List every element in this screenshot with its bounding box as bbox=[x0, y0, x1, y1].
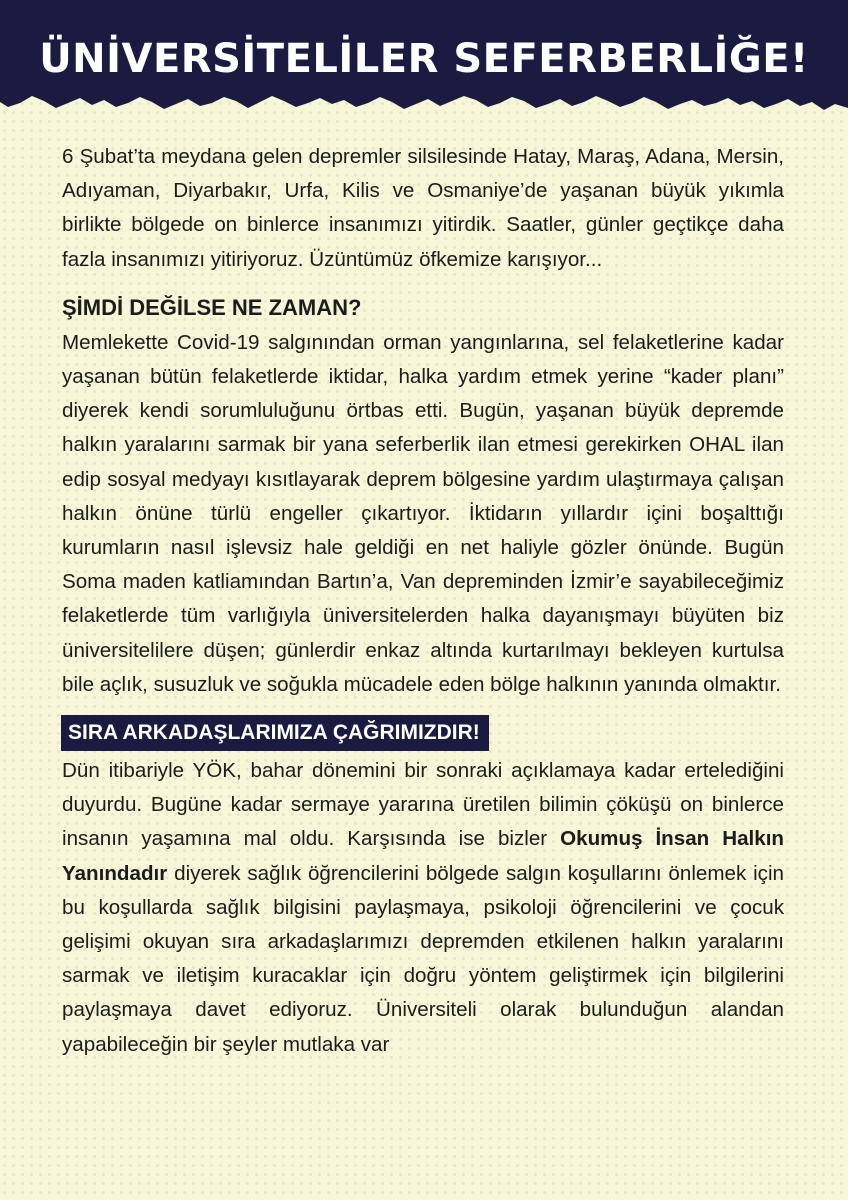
article-body bbox=[62, 140, 784, 1062]
page-title: ÜNİVERSİTELİLER SEFERBERLİĞE! bbox=[39, 36, 809, 82]
section-heading-call: SIRA ARKADAŞLARIMIZA ÇAĞRIMIZDIR! bbox=[62, 716, 488, 750]
section2-bold-slogan: Okumuş İnsan Halkın Yanındadır bbox=[62, 827, 784, 885]
section-heading-now: ŞİMDİ DEĞİLSE NE ZAMAN? bbox=[62, 294, 362, 320]
header-banner bbox=[0, 0, 848, 118]
section2-text-before: Dün itibariyle YÖK, bahar dönemini bir sonraki açıklamaya kadar ertelediğini duyurdu. Bugüne kadar sermaye yararına üretilen bilimin çöküşü on binlerce insanın yaşamına mal oldu. Karşısında ise bizler bbox=[62, 759, 784, 851]
intro-paragraph: 6 Şubat’ta meydana gelen depremler silsilesinde Hatay, Maraş, Adana, Mersin, Adıyaman, Diyarbakır, Urfa, Kilis ve Osmaniye’de yaşanan büyük yıkımla birlikte bölgede on binlerce insanımızı yitirdik. Saatler, günler geçtikçe daha fazla insanımızı yitiriyoruz. Üzüntümüz öfkemize karışıyor... bbox=[62, 145, 784, 271]
section2-text-after: diyerek sağlık öğrencilerini bölgede salgın koşullarını önlemek için bu koşullarda sağlık bilgisini paylaşmaya, psikoloji öğrencilerini ve çocuk gelişimi okuyan sıra arkadaşlarımızı depremden etkilenen halkın yaralarını sarmak ve iletişim kuracaklar için doğru yöntem geliştirmek için bilgilerini paylaşmaya davet ediyoruz. Üniversiteli olarak bulunduğun alandan yapabileceğin bir şeyler mutlaka var bbox=[62, 861, 784, 1056]
section1-paragraph: Memlekette Covid-19 salgınından orman yangınlarına, sel felaketlerine kadar yaşanan bütün felaketlerde iktidar, halka yardım etmek yerine “kader planı” diyerek kendi sorumluluğunu örtbas etti. Bugün, yaşanan büyük depremde halkın yaralarını sarmak bir yana seferberlik ilan etmesi gerekirken OHAL ilan edip sosyal medyayı kısıtlayarak deprem bölgesine yardım ulaştırmaya çalışan halkın önüne türlü engeller çıkartıyor. İktidarın yıllardır içini boşalttığı kurumların nasıl işlevsiz hale geldiği en net haliyle gözler önünde. Bugün Soma maden katliamından Bartın’a, Van depreminden İzmir’e sayabileceğimiz felaketlerde tüm varlığıyla üniversitelerden halka dayanışmayı büyüten biz üniversitelilere düşen; günlerdir enkaz altında kurtarılmayı bekleyen kurtulsa bile açlık, susuzluk ve soğukla mücadele eden bölge halkının yanında olmaktır. bbox=[62, 330, 784, 696]
section2-paragraph bbox=[62, 754, 784, 1062]
section-heading-call-wrapper bbox=[62, 716, 784, 750]
